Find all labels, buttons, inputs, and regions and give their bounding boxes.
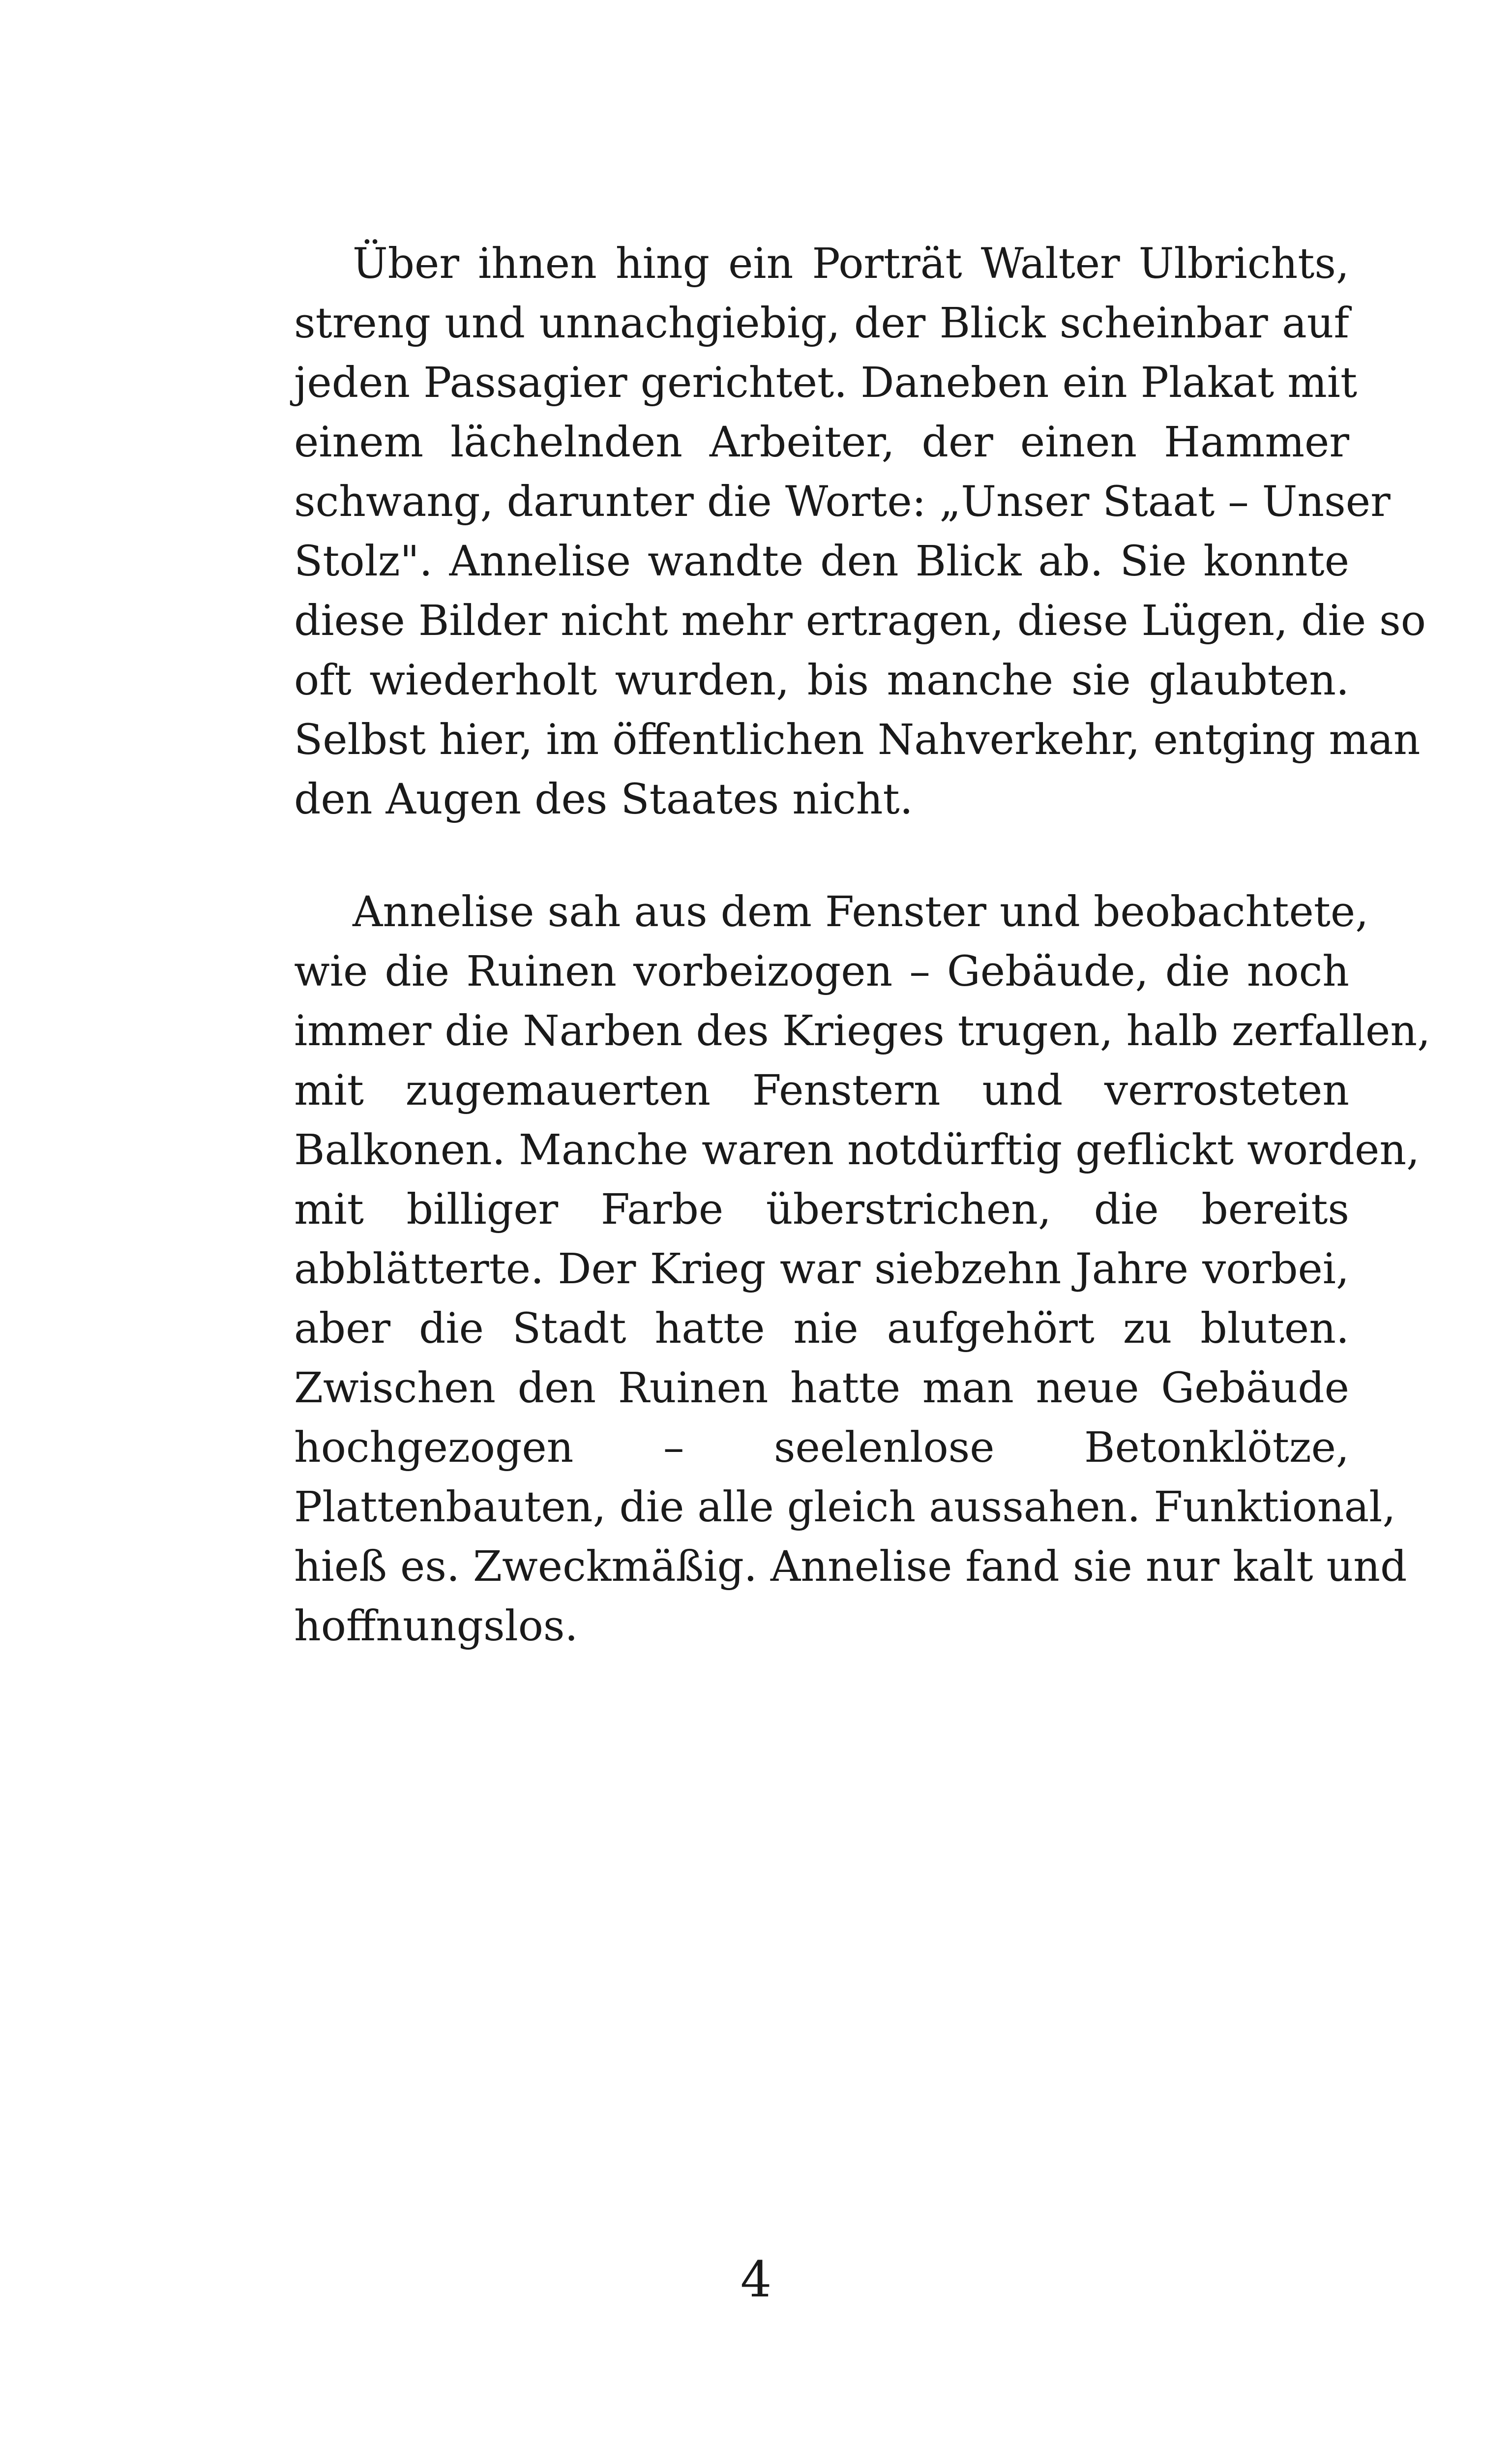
text-line: den Augen des Staates nicht. — [294, 775, 913, 824]
text-line: oft wiederholt wurden, bis manche sie glaubten. — [294, 656, 1349, 705]
text-line: Selbst hier, im öffentlichen Nahverkehr, entging man — [294, 716, 1421, 764]
text-line: schwang, darunter die Worte: „Unser Staat – Unser — [294, 478, 1391, 526]
text-line: wie die Ruinen vorbeizogen – Gebäude, die noch — [294, 947, 1349, 996]
text-line: hoffnungslos. — [294, 1602, 578, 1651]
text-line: Balkonen. Manche waren notdürftig geflickt worden, — [294, 1126, 1420, 1175]
text-line: streng und unnachgiebig, der Blick scheinbar auf — [294, 299, 1349, 348]
paragraph-1 — [294, 234, 1426, 829]
text-line: mit billiger Farbe überstrichen, die bereits — [294, 1185, 1349, 1234]
text-line: Über ihnen hing ein Porträt Walter Ulbrichts, — [353, 240, 1349, 288]
page-number: 4 — [740, 2251, 772, 2308]
text-line: Stolz". Annelise wandte den Blick ab. Sie konnte — [294, 537, 1349, 586]
text-line: Plattenbauten, die alle gleich aussahen. Funktional, — [294, 1483, 1396, 1532]
text-line: Annelise sah aus dem Fenster und beobachtete, — [353, 888, 1369, 936]
paragraph-2 — [294, 882, 1431, 1656]
text-line: aber die Stadt hatte nie aufgehört zu bluten. — [294, 1304, 1349, 1353]
text-line: immer die Narben des Krieges trugen, halb zerfallen, — [294, 1007, 1431, 1056]
text-line: hieß es. Zweckmäßig. Annelise fand sie nur kalt und — [294, 1542, 1407, 1591]
text-line: abblätterte. Der Krieg war siebzehn Jahre vorbei, — [294, 1245, 1349, 1294]
text-line: mit zugemauerten Fenstern und verrosteten — [294, 1066, 1349, 1115]
text-line: hochgezogen – seelenlose Betonklötze, — [294, 1423, 1349, 1472]
text-line: jeden Passagier gerichtet. Daneben ein Plakat mit — [294, 359, 1358, 407]
text-line: einem lächelnden Arbeiter, der einen Hammer — [294, 418, 1349, 467]
text-line: diese Bilder nicht mehr ertragen, diese Lügen, die so — [294, 597, 1426, 645]
text-line: Zwischen den Ruinen hatte man neue Gebäude — [294, 1364, 1349, 1413]
